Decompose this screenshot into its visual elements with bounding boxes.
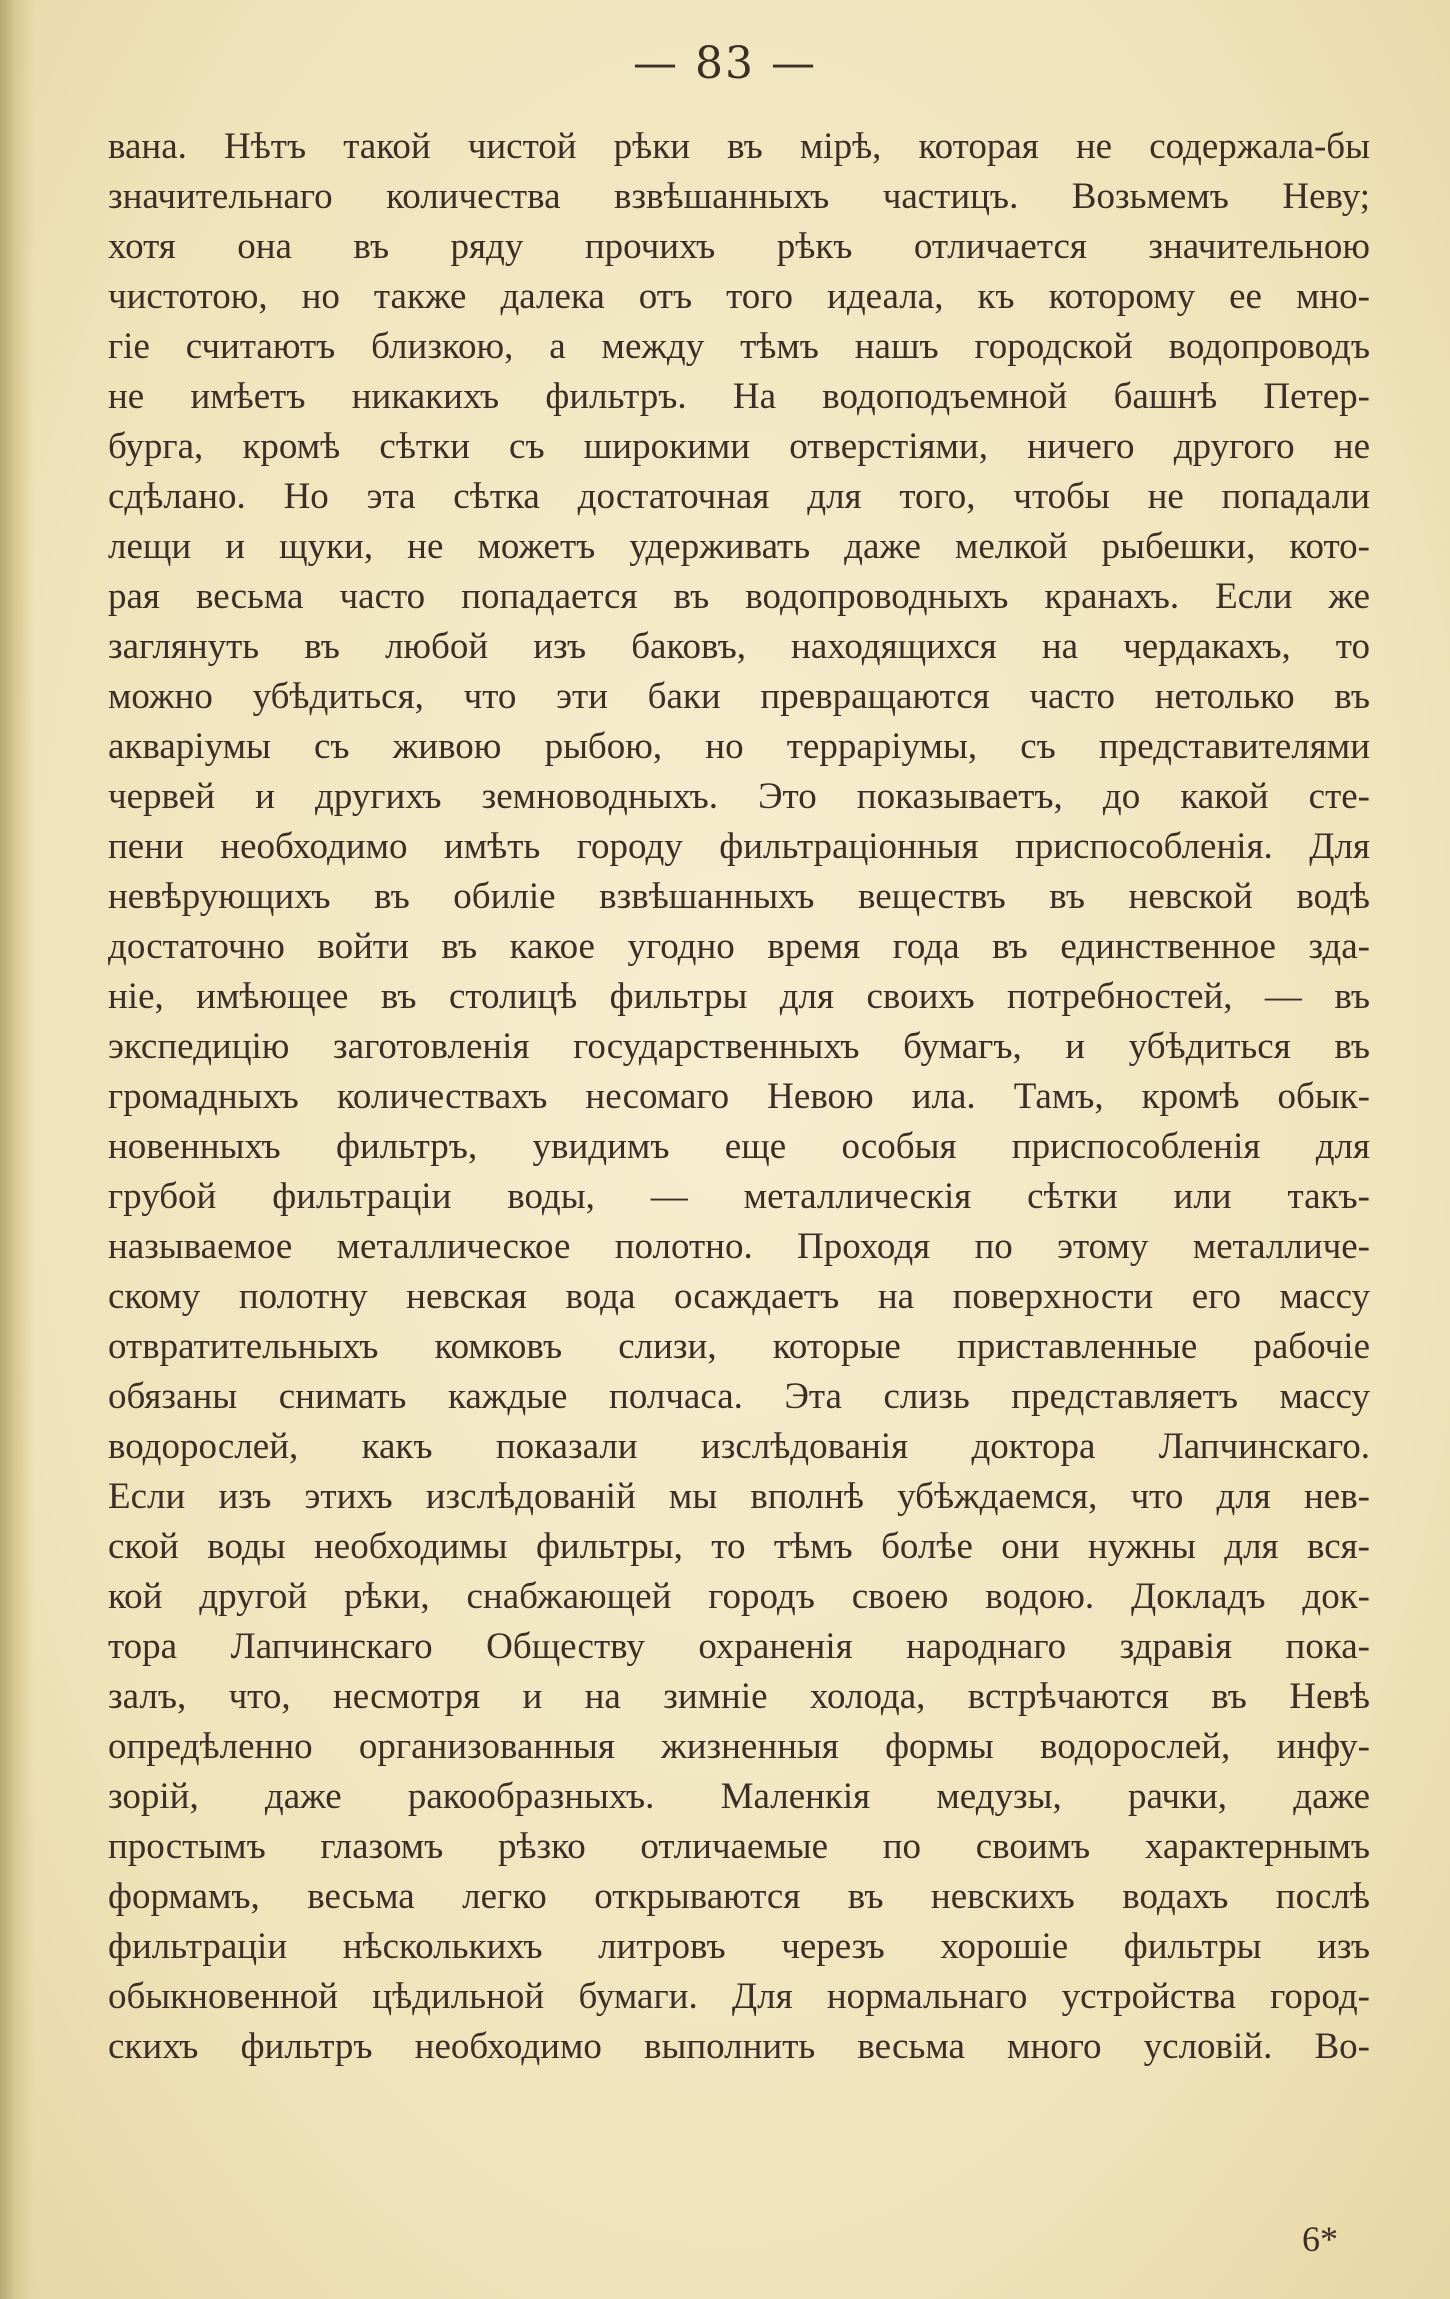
text-line: можно убѣдиться, что эти баки превращаются часто нетолько въ bbox=[108, 676, 1370, 717]
text-line: фильтраціи нѣсколькихъ литровъ черезъ хорошіе фильтры изъ bbox=[108, 1926, 1370, 1967]
text-line: залъ, что, несмотря и на зимніе холода, встрѣчаются въ Невѣ bbox=[108, 1676, 1370, 1717]
signature-mark: 6* bbox=[1302, 2219, 1338, 2259]
text-line: называемое металлическое полотно. Проходя по этому металличе- bbox=[108, 1226, 1370, 1267]
text-line: новенныхъ фильтръ, увидимъ еще особыя приспособленія для bbox=[108, 1126, 1370, 1167]
text-line: лещи и щуки, не можетъ удерживать даже мелкой рыбешки, кото- bbox=[108, 526, 1370, 567]
text-line: значительнаго количества взвѣшанныхъ частицъ. Возьмемъ Неву; bbox=[108, 176, 1370, 217]
text-line: тора Лапчинскаго Обществу охраненія народнаго здравія пока- bbox=[108, 1626, 1370, 1667]
text-line: не имѣетъ никакихъ фильтръ. На водоподъемной башнѣ Петер- bbox=[108, 376, 1370, 417]
text-line: ніе, имѣющее въ столицѣ фильтры для своихъ потребностей, — въ bbox=[108, 976, 1370, 1017]
text-line: ской воды необходимы фильтры, то тѣмъ болѣе они нужны для вся- bbox=[108, 1526, 1370, 1567]
text-line: формамъ, весьма легко открываются въ невскихъ водахъ послѣ bbox=[108, 1876, 1370, 1917]
text-line: скихъ фильтръ необходимо выполнить весьма много условій. Во- bbox=[108, 2026, 1370, 2067]
text-line: достаточно войти въ какое угодно время года въ единственное зда- bbox=[108, 926, 1370, 967]
text-line: червей и другихъ земноводныхъ. Это показываетъ, до какой сте- bbox=[108, 776, 1370, 817]
text-line: пени необходимо имѣть городу фильтраціонныя приспособленія. Для bbox=[108, 826, 1370, 867]
text-line: заглянуть въ любой изъ баковъ, находящихся на чердакахъ, то bbox=[108, 626, 1370, 667]
text-line: зорій, даже ракообразныхъ. Маленкія медузы, рачки, даже bbox=[108, 1776, 1370, 1817]
text-line: невѣрующихъ въ обиліе взвѣшанныхъ веществъ въ невской водѣ bbox=[108, 876, 1370, 917]
text-line: простымъ глазомъ рѣзко отличаемые по своимъ характернымъ bbox=[108, 1826, 1370, 1867]
text-line: хотя она въ ряду прочихъ рѣкъ отличается значительною bbox=[108, 226, 1370, 267]
body-text bbox=[108, 122, 1370, 2072]
text-line: рая весьма часто попадается въ водопроводныхъ кранахъ. Если же bbox=[108, 576, 1370, 617]
text-line: чистотою, но также далека отъ того идеала, къ которому ее мно- bbox=[108, 276, 1370, 317]
text-line: водорослей, какъ показали изслѣдованія доктора Лапчинскаго. bbox=[108, 1426, 1370, 1467]
text-line: обязаны снимать каждые полчаса. Эта слизь представляетъ массу bbox=[108, 1376, 1370, 1417]
text-line: отвратительныхъ комковъ слизи, которые приставленные рабочіе bbox=[108, 1326, 1370, 1367]
text-line: обыкновенной цѣдильной бумаги. Для нормальнаго устройства город- bbox=[108, 1976, 1370, 2017]
page-number: — 83 — bbox=[633, 38, 817, 89]
text-line: вана. Нѣтъ такой чистой рѣки въ мірѣ, которая не содержала-бы bbox=[108, 126, 1370, 167]
text-line: сдѣлано. Но эта сѣтка достаточная для того, чтобы не попадали bbox=[108, 476, 1370, 517]
text-line: гіе считаютъ близкою, а между тѣмъ нашъ городской водопроводъ bbox=[108, 326, 1370, 367]
text-line: громадныхъ количествахъ несомаго Невою ила. Тамъ, кромѣ обык- bbox=[108, 1076, 1370, 1117]
text-line: экспедицію заготовленія государственныхъ бумагъ, и убѣдиться въ bbox=[108, 1026, 1370, 1067]
spine-shadow bbox=[0, 0, 34, 2299]
text-line: кой другой рѣки, снабжающей городъ своею водою. Докладъ док- bbox=[108, 1576, 1370, 1617]
text-line: Если изъ этихъ изслѣдованій мы вполнѣ убѣждаемся, что для нев- bbox=[108, 1476, 1370, 1517]
text-line: опредѣленно организованныя жизненныя формы водорослей, инфу- bbox=[108, 1726, 1370, 1767]
text-line: бурга, кромѣ сѣтки съ широкими отверстіями, ничего другого не bbox=[108, 426, 1370, 467]
text-line: грубой фильтраціи воды, — металлическія сѣтки или такъ- bbox=[108, 1176, 1370, 1217]
text-line: скому полотну невская вода осаждаетъ на поверхности его массу bbox=[108, 1276, 1370, 1317]
text-line: акваріумы съ живою рыбою, но терраріумы, съ представителями bbox=[108, 726, 1370, 767]
